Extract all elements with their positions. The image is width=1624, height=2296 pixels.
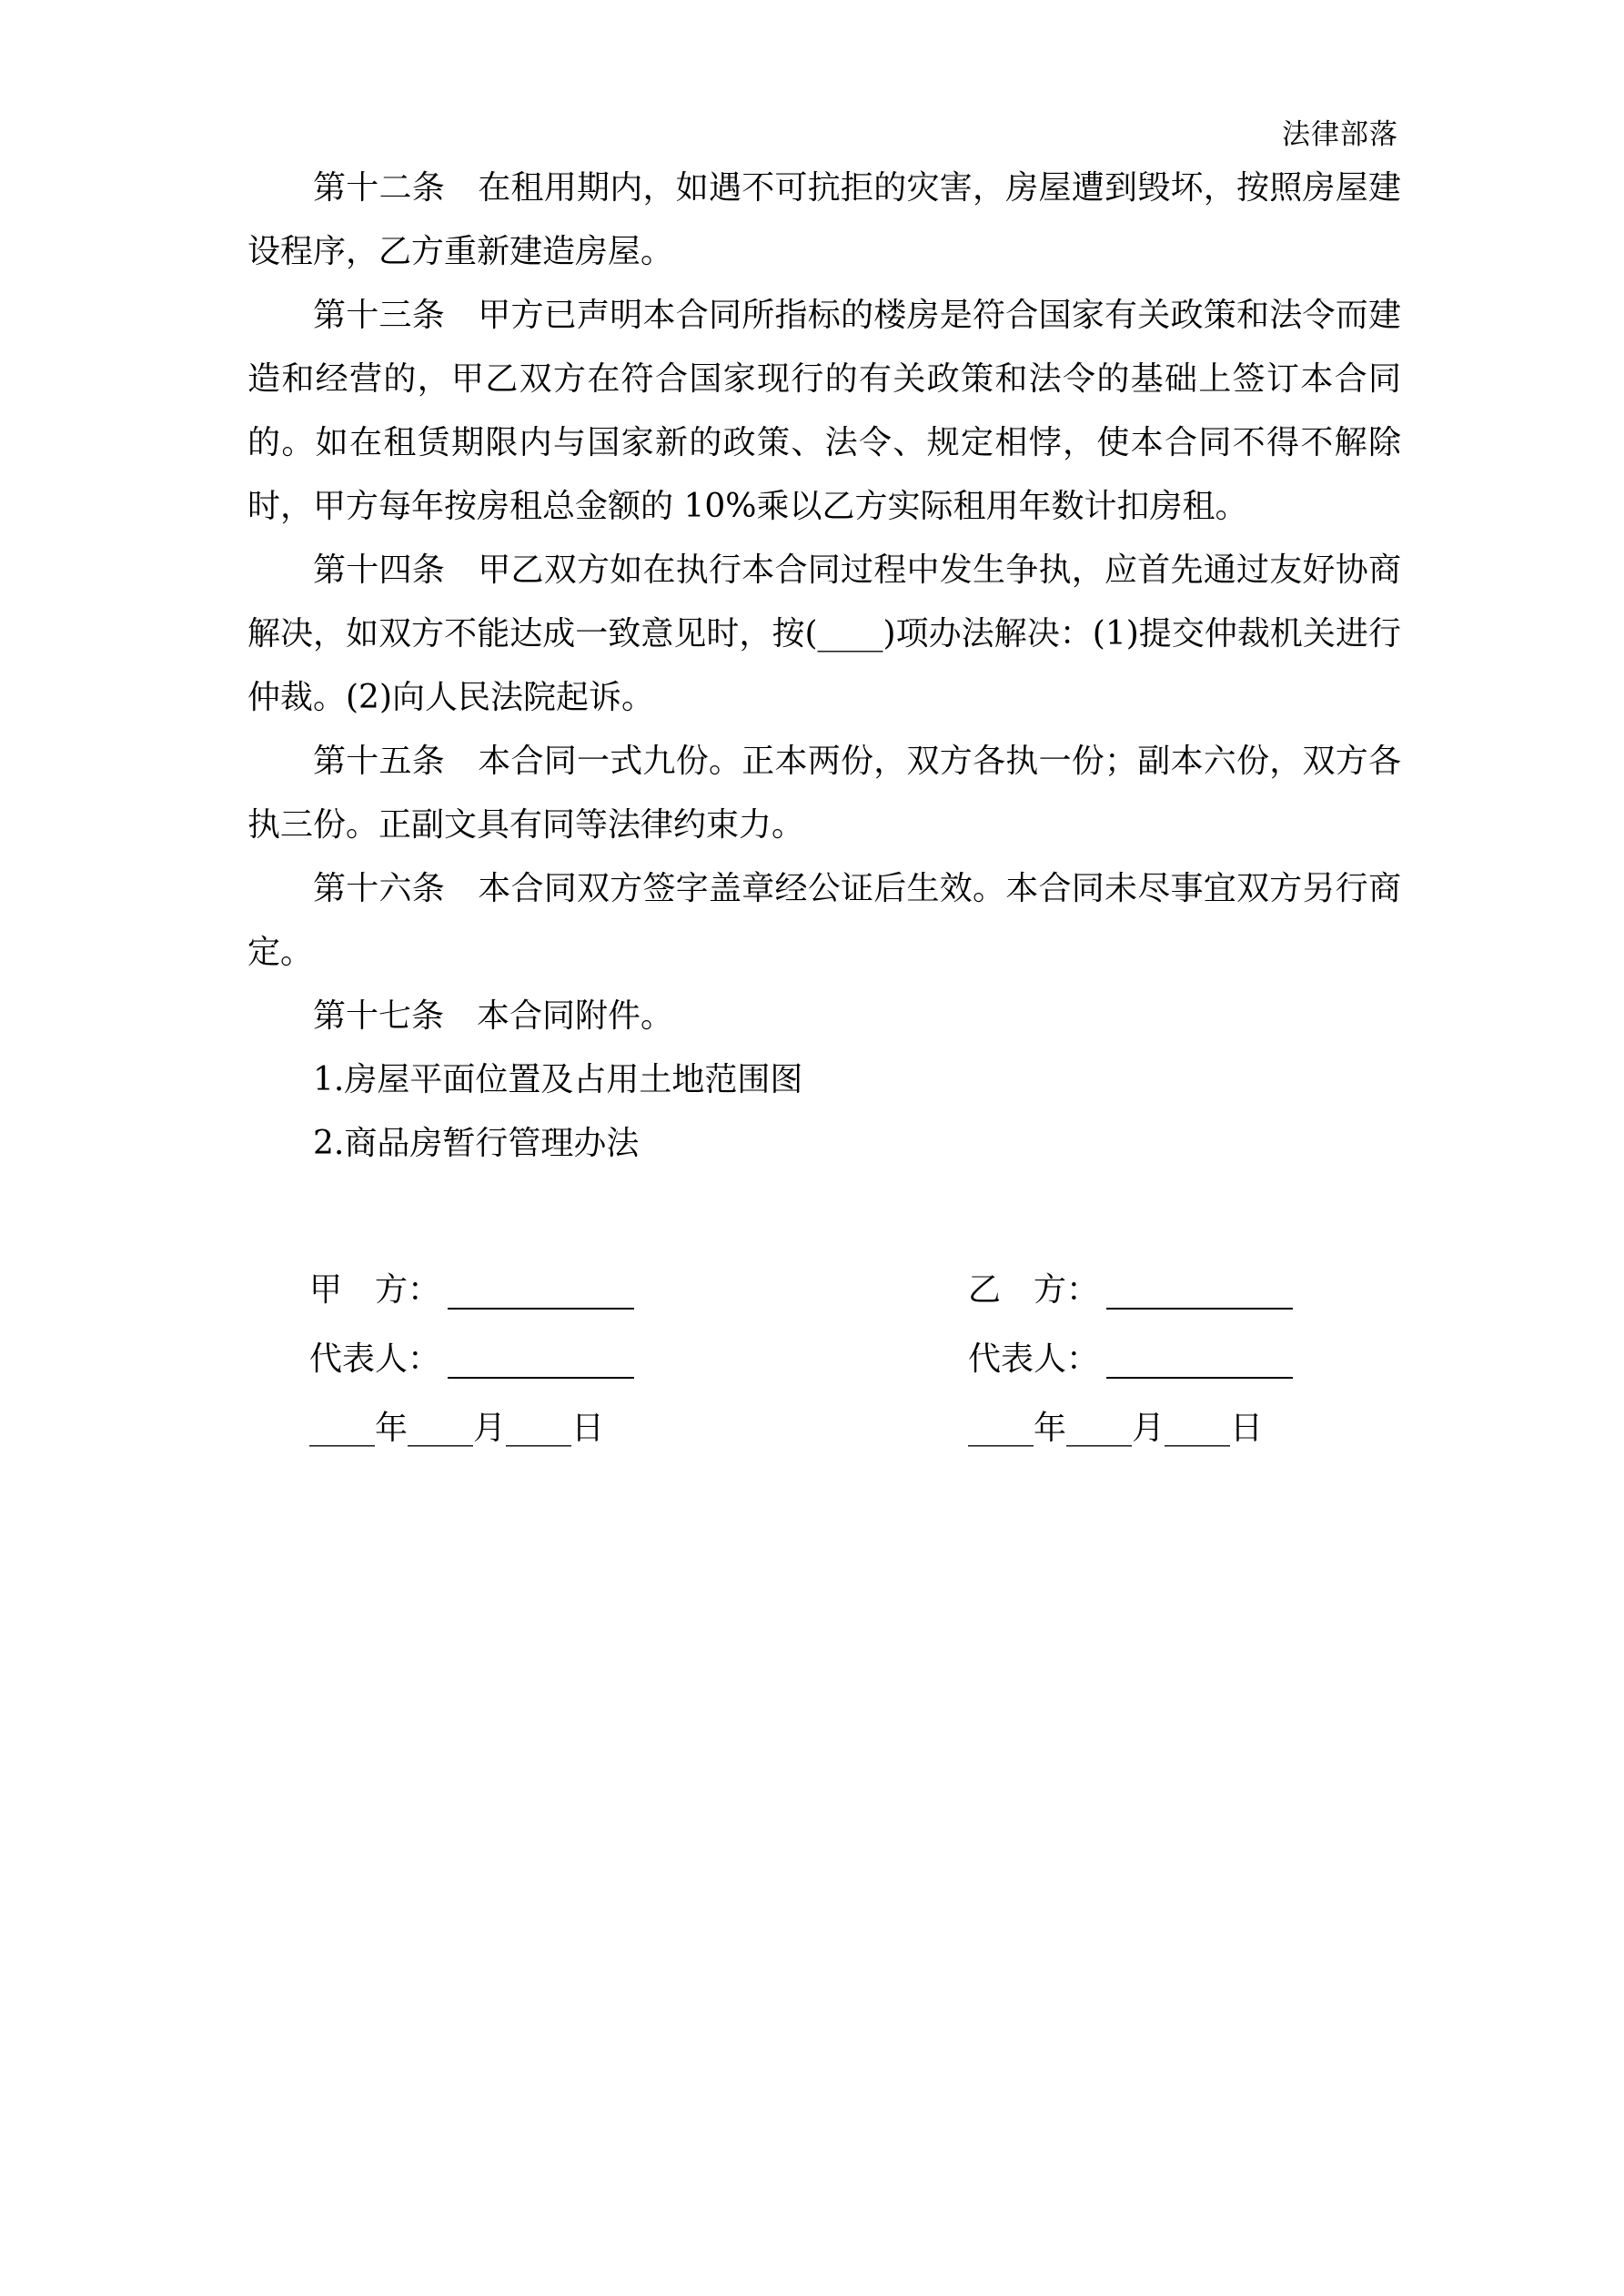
- party-b-rep-label: 代表人：: [968, 1340, 1100, 1378]
- party-a-rep-row: [309, 1325, 968, 1394]
- party-a-name-blank: [448, 1271, 634, 1310]
- clause-15: 第十五条 本合同一式九份。正本两份，双方各执一份；副本六份，双方各执三份。正副文具有同等法律约束力。: [247, 743, 1401, 844]
- party-a-rep-label: 代表人：: [309, 1340, 441, 1378]
- attachment-item-1: 1.房屋平面位置及占用土地范围图: [313, 1061, 803, 1098]
- clause-16: 第十六条 本合同双方签字盖章经公证后生效。本合同未尽事宜双方另行商定。: [247, 870, 1401, 971]
- clause-17: 第十七条 本合同附件。: [313, 997, 674, 1035]
- party-b-label: 乙 方：: [968, 1271, 1100, 1309]
- clause-14: 第十四条 甲乙双方如在执行本合同过程中发生争执，应首先通过友好协商解决，如双方不能达成一致意见时，按(____)项办法解决：(1)提交仲裁机关进行仲裁。(2)向人民法院起诉。: [247, 551, 1401, 716]
- party-b-name-blank: [1106, 1271, 1293, 1310]
- party-b-name-row: [968, 1256, 1401, 1325]
- party-b-rep-row: [968, 1325, 1401, 1394]
- clause-12: 第十二条 在租用期内，如遇不可抗拒的灾害，房屋遭到毁坏，按照房屋建设程序，乙方重新建造房屋。: [247, 169, 1401, 270]
- clause-13: 第十三条 甲方已声明本合同所指标的楼房是符合国家有关政策和法令而建造和经营的，甲乙双方在符合国家现行的有关政策和法令的基础上签订本合同的。如在租赁期限内与国家新的政策、法令、规定相悖，使本合同不得不解除时，甲方每年按房租总金额的 10%乘以乙方实际租用年数计扣房租。: [247, 297, 1401, 525]
- party-a-label: 甲 方：: [309, 1271, 441, 1309]
- signature-row-party: [247, 1256, 1401, 1325]
- attachment-item-2: 2.商品房暂行管理办法: [313, 1125, 640, 1162]
- party-b-rep-blank: [1106, 1340, 1293, 1379]
- party-a-name-row: [309, 1256, 968, 1325]
- signature-row-date: [247, 1394, 1401, 1463]
- party-a-date-line: ____年____月____日: [309, 1410, 605, 1447]
- party-a-rep-blank: [448, 1340, 634, 1379]
- signature-block: [247, 1256, 1401, 1463]
- signature-row-representative: [247, 1325, 1401, 1394]
- site-watermark: 法律部落: [1282, 118, 1398, 151]
- contract-body: [247, 157, 1401, 1463]
- party-b-date-line: ____年____月____日: [968, 1410, 1264, 1447]
